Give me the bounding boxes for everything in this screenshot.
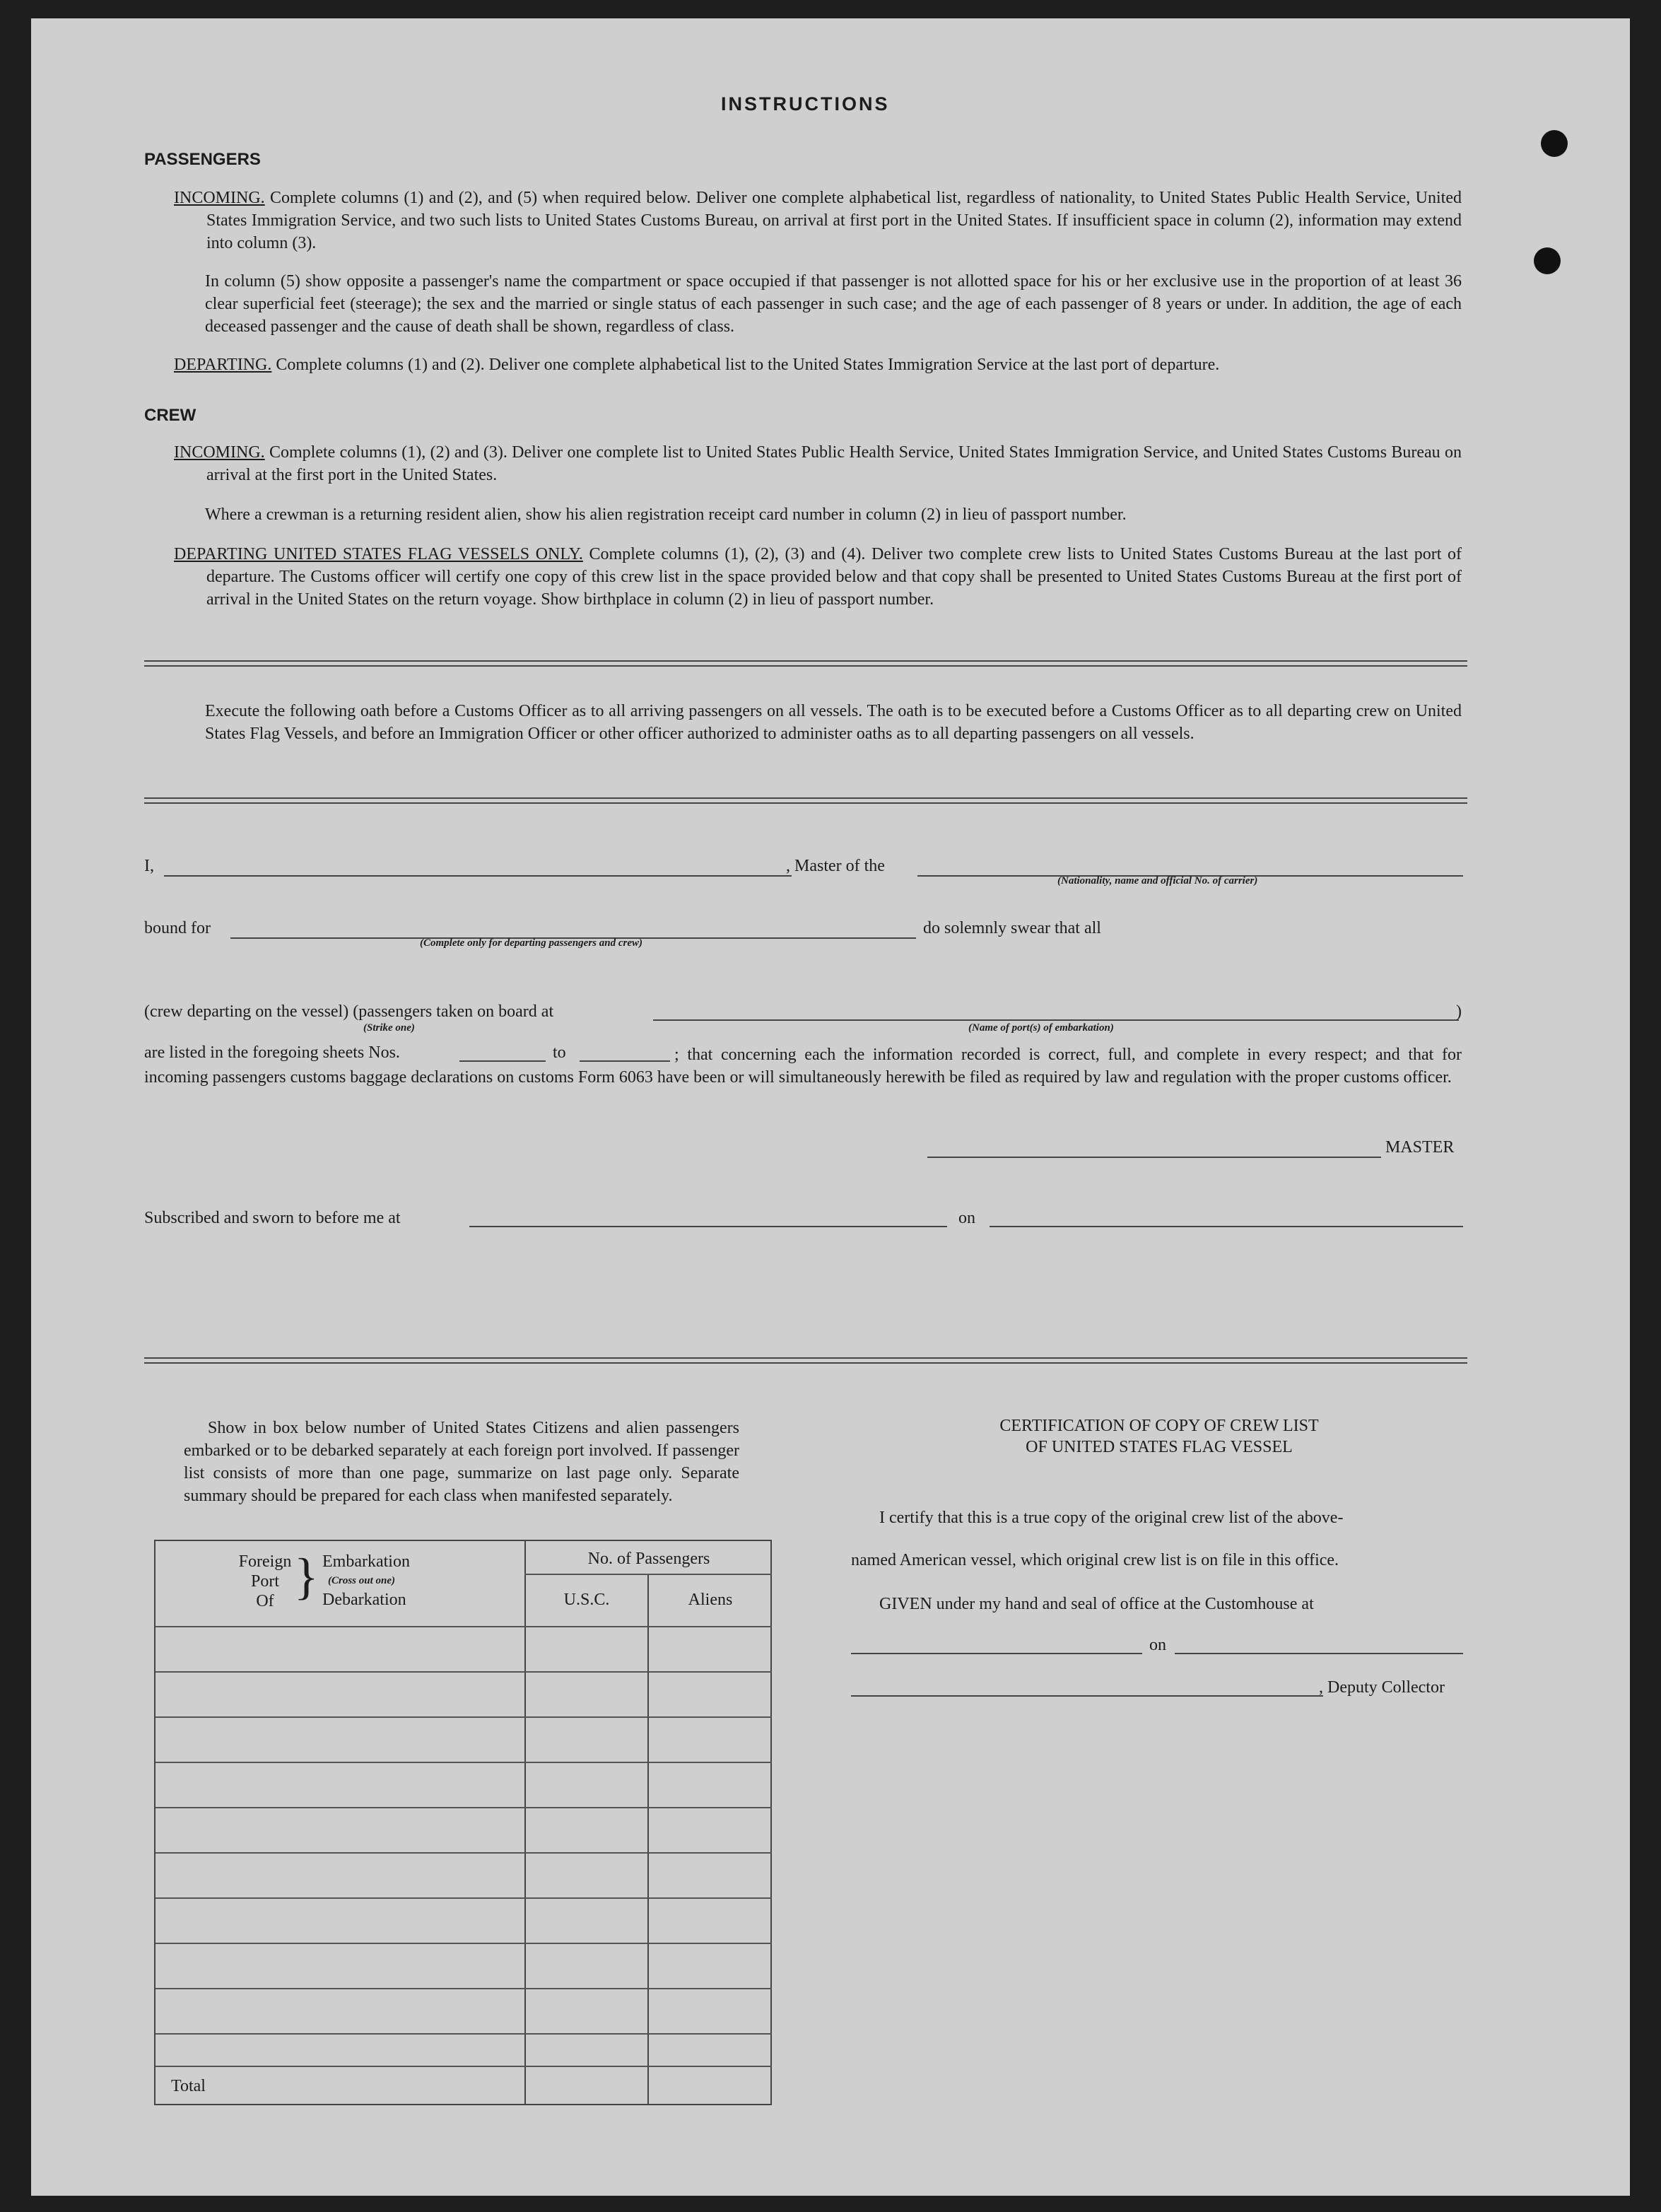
crew-heading: CREW <box>144 406 196 425</box>
table-row <box>155 1852 772 1854</box>
table-row <box>155 1897 772 1899</box>
cross-out-hint: (Cross out one) <box>328 1575 396 1586</box>
passengers-departing-paragraph <box>174 353 1462 376</box>
table-divider <box>524 1574 772 1575</box>
page-title: INSTRUCTIONS <box>721 93 890 115</box>
certify-line2: named American vessel, which original crew list is on file in this office. <box>851 1551 1339 1569</box>
oath-instruction: Execute the following oath before a Customs Officer as to all arriving passengers on all vessels. The oath is to be executed before a Customs Officer as to all departing crew on United States Flag Vessels, and before an Immigration Officer or other officer authorized to administer oaths as to all departing passengers on all vessels. <box>205 702 1462 743</box>
total-label: Total <box>171 2077 206 2095</box>
table-row <box>155 2033 772 2035</box>
crew-departing-paragraph <box>174 543 1462 611</box>
crew-passengers-label: (crew departing on the vessel) (passengers taken on board at <box>144 1002 554 1021</box>
deputy-signature-field[interactable] <box>851 1695 1323 1697</box>
sworn-date-field[interactable] <box>990 1226 1463 1227</box>
given-label: GIVEN under my hand and seal of office at the Customhouse at <box>879 1595 1314 1613</box>
section-divider <box>144 1357 1467 1364</box>
master-name-field[interactable] <box>164 875 792 877</box>
no-of-passengers-header: No. of Passengers <box>587 1550 710 1568</box>
table-row <box>155 1943 772 1944</box>
crew-departing-label: DEPARTING UNITED STATES FLAG VESSELS ONLY. <box>174 545 583 563</box>
certification-on-label: on <box>1149 1636 1166 1654</box>
sheets-statement: ; that concerning each the information recorded is correct, full, and complete in every respect; and that for incoming passengers customs baggage declarations on customs Form 6063 have been or will simultaneously herewith be filed as required by law and regulation with the proper customs officer. <box>144 1046 1462 1087</box>
crew-incoming-text: Complete columns (1), (2) and (3). Deliver one complete list to United States Public Health Service, United States Immigration Service, and United States Customs Bureau on arrival at the first port in the United States. <box>206 443 1462 484</box>
of-label: Of <box>256 1592 274 1610</box>
punch-hole <box>1541 130 1568 157</box>
crew-resident-paragraph: Where a crewman is a returning resident alien, show his alien registration receipt card number in column (2) in lieu of passport number. <box>205 505 1127 524</box>
table-row <box>155 1716 772 1718</box>
passengers-incoming-label: INCOMING. <box>174 189 265 207</box>
table-row <box>155 1807 772 1808</box>
subscribed-label: Subscribed and sworn to before me at <box>144 1209 401 1227</box>
table-row <box>155 1671 772 1673</box>
crew-incoming-label: INCOMING. <box>174 443 265 462</box>
brace-glyph: } <box>294 1548 319 1605</box>
port-label: Port <box>250 1572 279 1591</box>
passengers-heading: PASSENGERS <box>144 150 261 169</box>
table-row <box>155 1988 772 1989</box>
crew-incoming-paragraph <box>174 441 1462 486</box>
passengers-departing-label: DEPARTING. <box>174 356 272 374</box>
bound-for-label: bound for <box>144 919 211 937</box>
punch-hole <box>1534 247 1561 274</box>
passengers-incoming-paragraph <box>174 187 1462 254</box>
table-row <box>155 1626 772 1627</box>
certify-line1: I certify that this is a true copy of the original crew list of the above- <box>879 1509 1344 1527</box>
embarkation-hint: (Name of port(s) of embarkation) <box>968 1022 1114 1034</box>
oath-i-label: I, <box>144 857 154 875</box>
sheets-to-label: to <box>553 1043 566 1062</box>
sworn-place-field[interactable] <box>469 1226 947 1227</box>
master-label: MASTER <box>1385 1138 1455 1157</box>
certification-date-field[interactable] <box>1175 1653 1463 1654</box>
section-divider <box>144 660 1467 667</box>
table-divider <box>647 1574 649 2104</box>
master-signature-field[interactable] <box>927 1157 1381 1158</box>
foreign-label: Foreign <box>238 1552 292 1571</box>
swear-label: do solemnly swear that all <box>923 919 1101 937</box>
deputy-collector-label: , Deputy Collector <box>1319 1678 1445 1697</box>
certification-title-line2: OF UNITED STATES FLAG VESSEL <box>1026 1438 1293 1456</box>
strike-one-hint: (Strike one) <box>363 1022 415 1034</box>
carrier-hint: (Nationality, name and official No. of carrier) <box>1057 875 1258 886</box>
passengers-departing-text: Complete columns (1) and (2). Deliver one complete alphabetical list to the United States Immigration Service at the last port of departure. <box>276 356 1220 374</box>
sheets-label: are listed in the foregoing sheets Nos. <box>144 1043 400 1062</box>
table-row <box>155 2066 772 2067</box>
embarkation-label: Embarkation <box>322 1552 410 1571</box>
table-row <box>155 1762 772 1763</box>
debarkation-label: Debarkation <box>322 1591 406 1609</box>
passenger-summary-table <box>154 1540 772 2105</box>
customhouse-place-field[interactable] <box>851 1653 1142 1654</box>
usc-header: U.S.C. <box>563 1591 610 1609</box>
bound-for-hint: (Complete only for departing passengers and crew) <box>420 937 642 949</box>
passengers-incoming-text: Complete columns (1) and (2), and (5) when required below. Deliver one complete alphabetical list, regardless of nationality, to United States Public Health Service, United States Immigration Service, and two such lists to United States Customs Bureau, on arrival at first port in the United States. If insufficient space in column (2), information may extend into column (3). <box>206 189 1462 252</box>
crew-departing-text: Complete columns (1), (2), (3) and (4). Deliver two complete crew lists to United States Customs Bureau at the last port of departure. The Customs officer will certify one copy of this crew list in the space provided below and that copy shall be presented to United States Customs Bureau at the first port of arrival in the United States on the return voyage. Show birthplace in column (2) in lieu of passport number. <box>206 545 1462 609</box>
aliens-header: Aliens <box>688 1591 733 1609</box>
embarkation-port-field[interactable] <box>653 1019 1459 1021</box>
certification-title-line1: CERTIFICATION OF COPY OF CREW LIST <box>999 1417 1319 1435</box>
close-paren: ) <box>1456 1002 1462 1021</box>
summary-instruction: Show in box below number of United States Citizens and alien passengers embarked or to be debarked separately at each foreign port involved. If passenger list consists of more than one page, summarize on last page only. Separate summary should be prepared for each class when manifested separately. <box>184 1419 739 1505</box>
section-divider <box>144 797 1467 804</box>
sworn-on-label: on <box>958 1209 975 1227</box>
passengers-column5-paragraph: In column (5) show opposite a passenger's name the compartment or space occupied if that passenger is not allotted space for his or her exclusive use in the proportion of at least 36 clear superficial feet (steerage); the sex and the married or single status of each passenger in such case; and the age of each passenger of 8 years or under. In addition, the age of each deceased passenger and the cause of death shall be shown, regardless of class. <box>205 272 1462 336</box>
master-of-label: , Master of the <box>786 857 885 875</box>
